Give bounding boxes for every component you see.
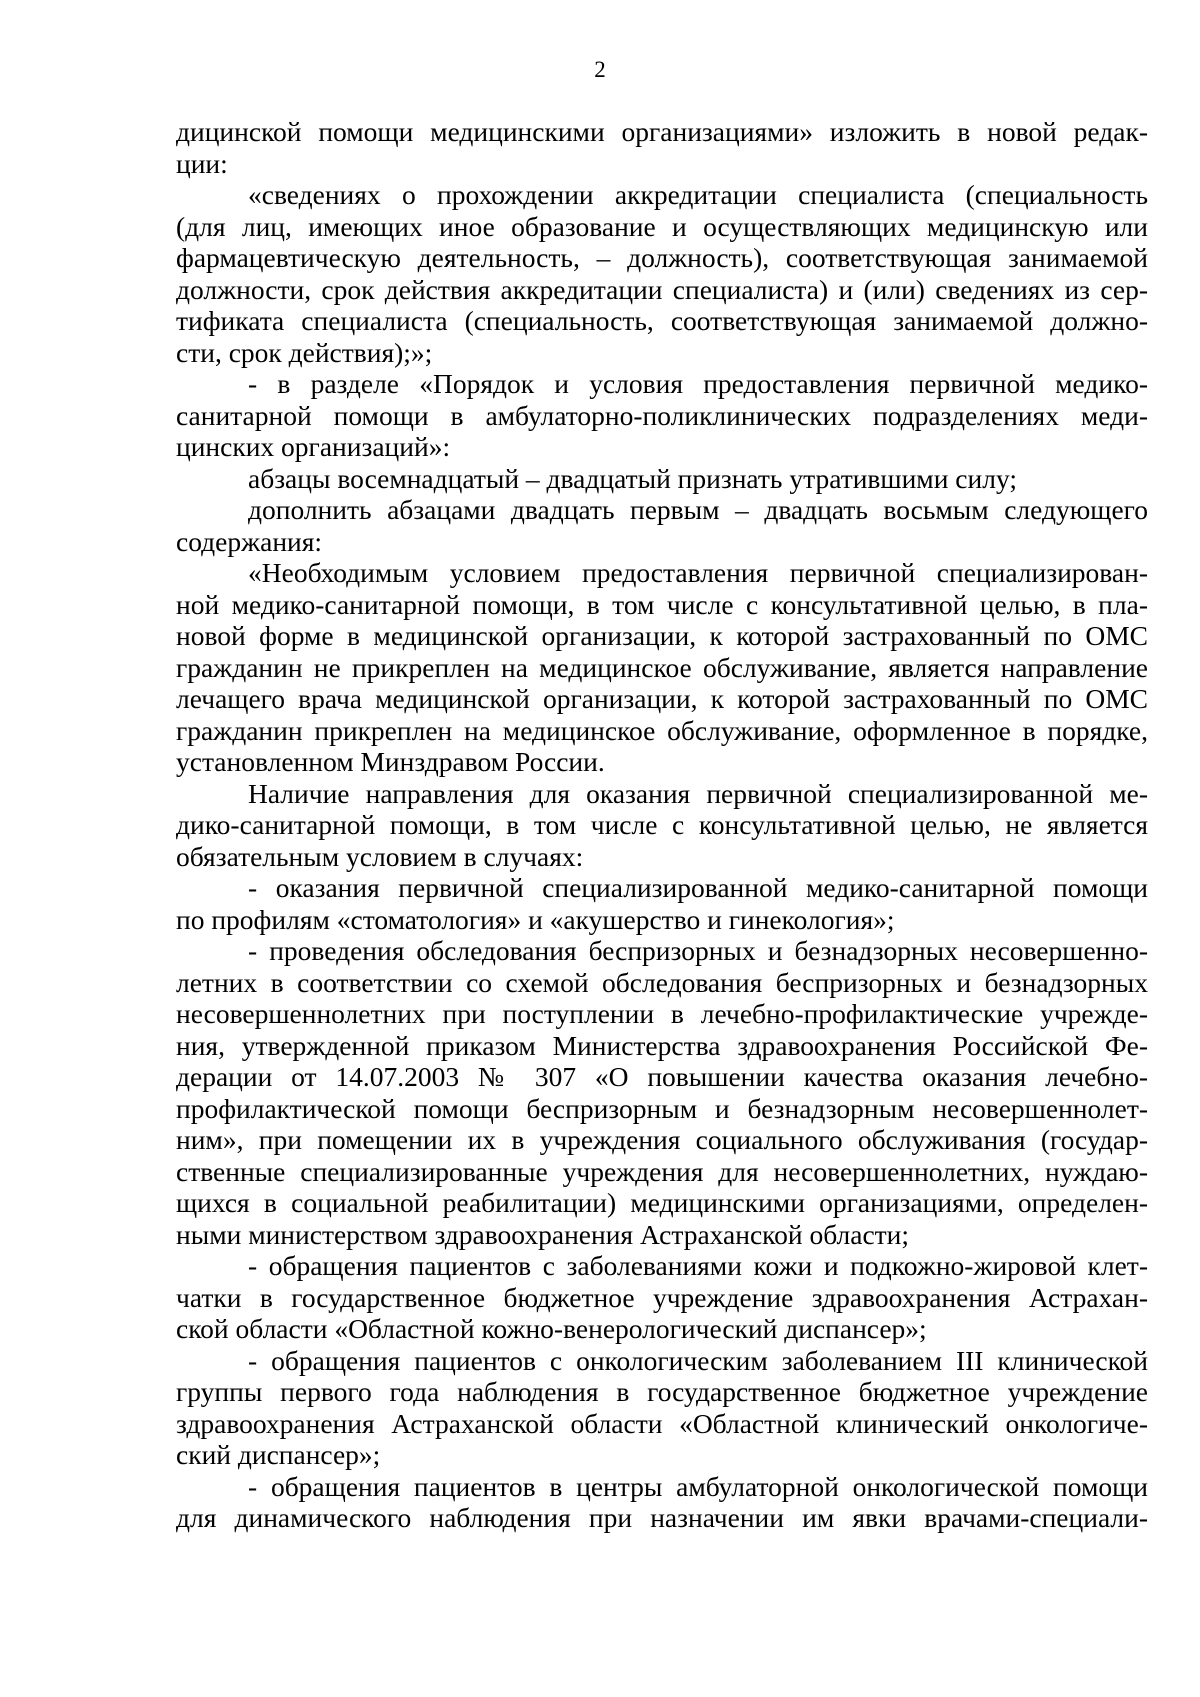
text-line: ными министерством здравоохранения Астраханской области;: [176, 1218, 910, 1250]
text-line: щихся в социальной реабилитации) медицинскими организациями, определен-: [176, 1187, 1148, 1218]
text-line: (для лиц, имеющих иное образование и осуществляющих медицинскую или: [176, 210, 1148, 242]
text-line: ним», при помещении их в учреждения социального обслуживания (государ-: [176, 1124, 1148, 1155]
text-line: содержания:: [176, 525, 323, 557]
text-line: «Необходимым условием предоставления первичной специализирован-: [248, 557, 1148, 588]
text-line: дицинской помощи медицинскими организациями» изложить в новой редак-: [176, 116, 1148, 147]
text-line: новой форме в медицинской организации, к которой застрахованный по ОМС: [176, 620, 1148, 651]
text-line: - в разделе «Порядок и условия предоставления первичной медико-: [248, 368, 1148, 399]
text-line: для динамического наблюдения при назначении им явки врачами-специали-: [176, 1502, 1148, 1533]
text-line: - обращения пациентов с заболеваниями кожи и подкожно-жировой клет-: [248, 1250, 1148, 1281]
text-line: здравоохранения Астраханской области «Областной клинический онкологиче-: [176, 1407, 1148, 1439]
text-line: по профилям «стоматология» и «акушерство и гинекология»;: [176, 903, 895, 935]
text-line: фармацевтическую деятельность, – должность), соответствующая занимаемой: [176, 242, 1148, 273]
text-line: гражданин прикреплен на медицинское обслуживание, оформленное в порядке,: [176, 714, 1148, 746]
text-line: ной медико-санитарной помощи, в том числе с консультативной целью, в пла-: [176, 588, 1148, 620]
text-line: - обращения пациентов с онкологическим заболеванием III клинической: [248, 1344, 1148, 1376]
text-line: гражданин не прикреплен на медицинское обслуживание, является направление: [176, 651, 1148, 683]
text-line: чатки в государственное бюджетное учреждение здравоохранения Астрахан-: [176, 1281, 1148, 1313]
text-line: тификата специалиста (специальность, соответствующая занимаемой должно-: [176, 305, 1148, 336]
text-line: Наличие направления для оказания первичной специализированной ме-: [248, 777, 1148, 809]
text-line: дерации от 14.07.2003 № 307 «О повышении качества оказания лечебно-: [176, 1061, 1148, 1092]
text-line: ции:: [176, 147, 228, 179]
text-line: дико-санитарной помощи, в том числе с консультативной целью, не является: [176, 809, 1148, 840]
text-line: несовершеннолетних при поступлении в лечебно-профилактические учрежде-: [176, 998, 1148, 1029]
text-line: сти, срок действия);»;: [176, 336, 433, 368]
text-line: летних в соответствии со схемой обследования беспризорных и безнадзорных: [176, 966, 1148, 998]
text-line: «сведениях о прохождении аккредитации специалиста (специальность: [248, 179, 1148, 210]
text-line: ский диспансер»;: [176, 1439, 381, 1470]
text-line: - проведения обследования беспризорных и безнадзорных несовершенно-: [248, 935, 1148, 966]
text-line: абзацы восемнадцатый – двадцатый признать утратившими силу;: [248, 462, 1017, 494]
text-line: лечащего врача медицинской организации, к которой застрахованный по ОМС: [176, 683, 1148, 714]
text-line: - оказания первичной специализированной медико-санитарной помощи: [248, 872, 1148, 903]
text-line: группы первого года наблюдения в государственное бюджетное учреждение: [176, 1376, 1148, 1407]
text-line: санитарной помощи в амбулаторно-поликлинических подразделениях меди-: [176, 399, 1148, 431]
text-line: ния, утвержденной приказом Министерства здравоохранения Российской Фе-: [176, 1029, 1148, 1061]
text-line: должности, срок действия аккредитации специалиста) и (или) сведениях из сер-: [176, 273, 1148, 305]
text-line: ственные специализированные учреждения для несовершеннолетних, нуждаю-: [176, 1155, 1148, 1187]
text-line: - обращения пациентов в центры амбулаторной онкологической помощи: [248, 1470, 1148, 1502]
text-line: профилактической помощи беспризорным и безнадзорным несовершеннолет-: [176, 1092, 1148, 1124]
text-line: цинских организаций»:: [176, 431, 451, 462]
text-line: дополнить абзацами двадцать первым – двадцать восьмым следующего: [248, 494, 1148, 525]
page-number: 2: [594, 57, 606, 82]
text-line: установленном Минздравом России.: [176, 746, 605, 777]
text-line: обязательным условием в случаях:: [176, 840, 584, 872]
document-body: [176, 116, 1148, 1534]
text-line: ской области «Областной кожно-венерологический диспансер»;: [176, 1313, 927, 1344]
